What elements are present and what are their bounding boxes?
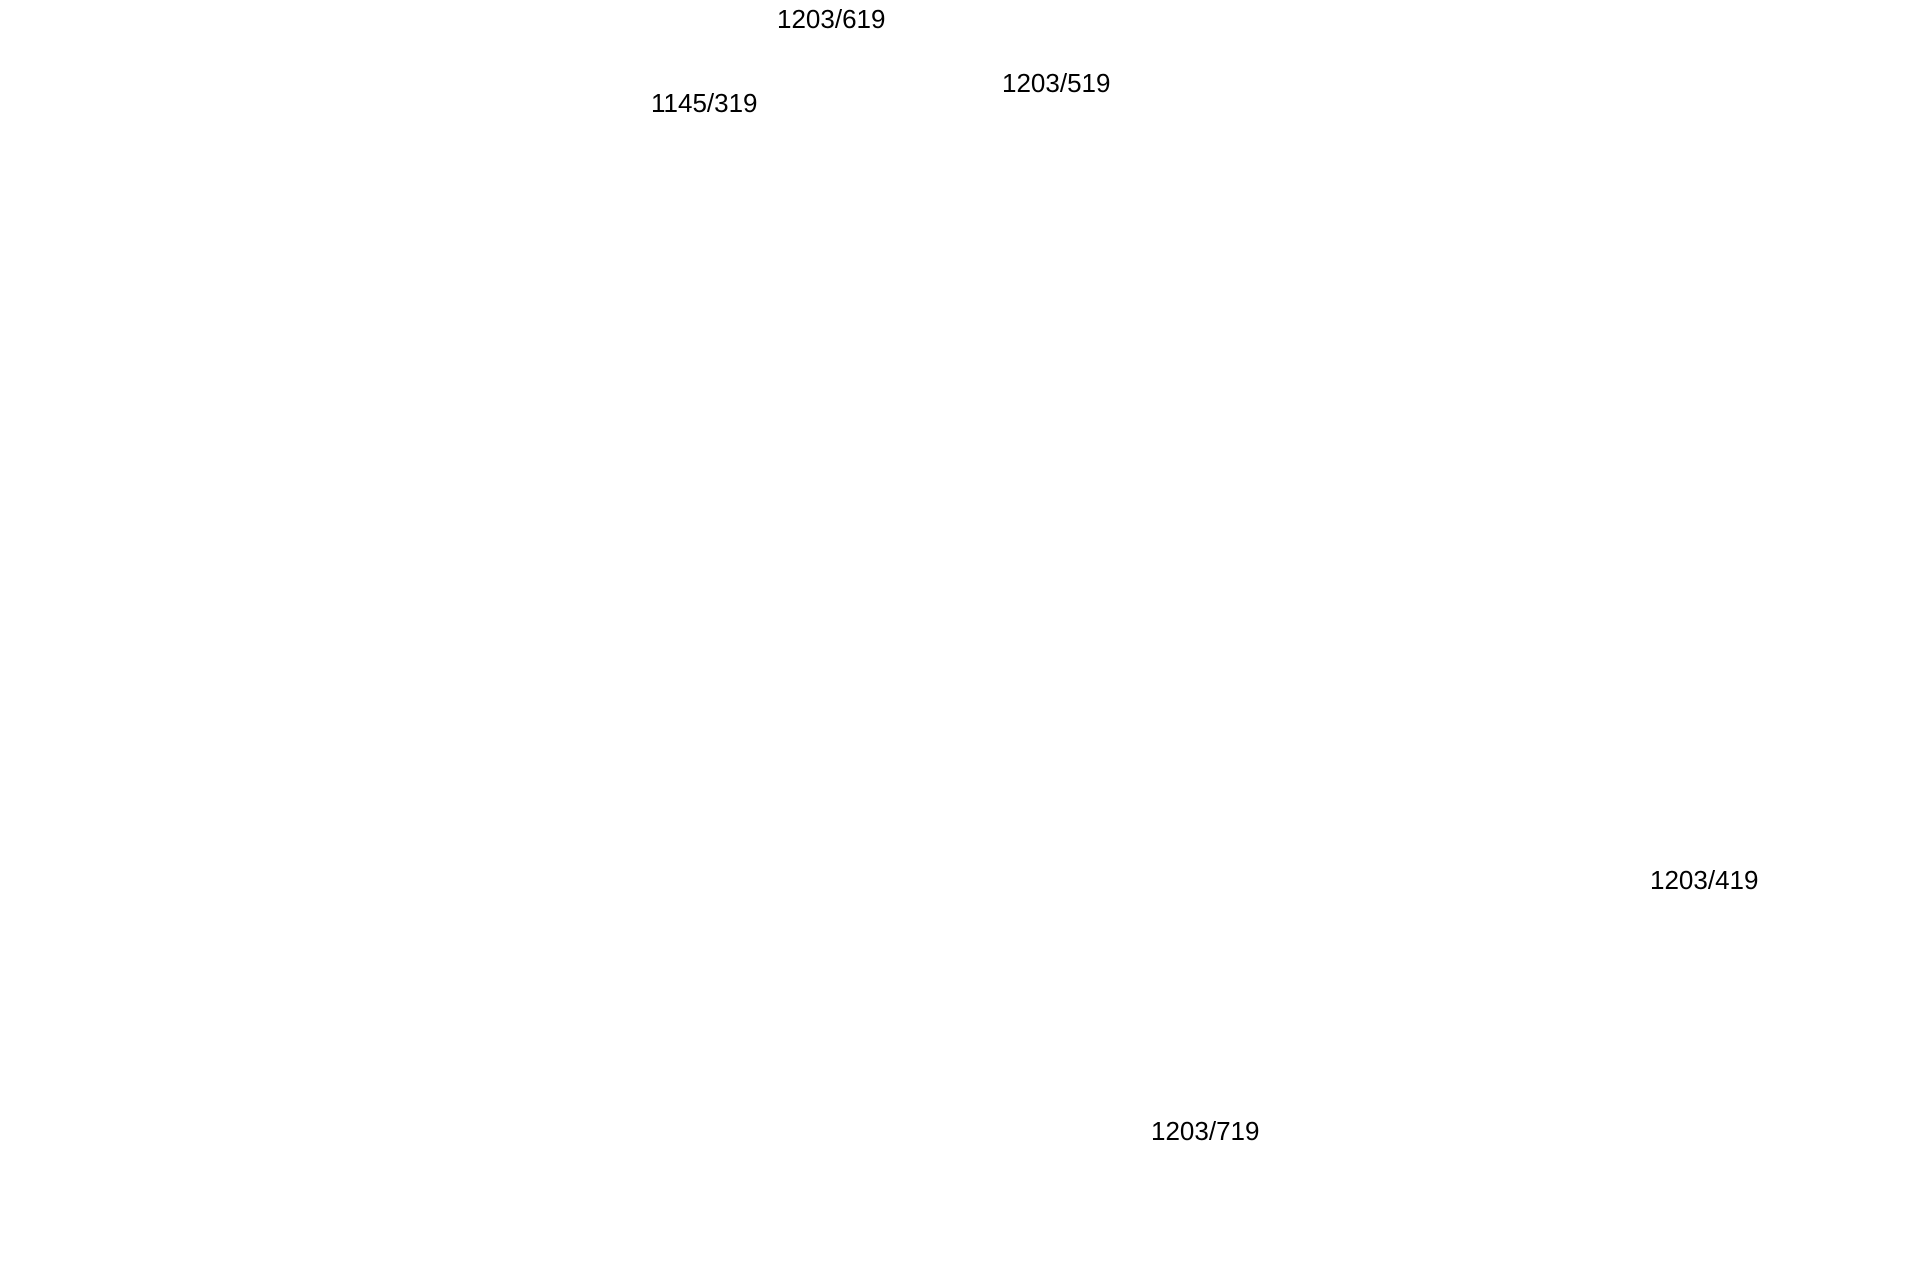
- label-1145-319: 1145/319: [651, 88, 758, 118]
- label-1203-419: 1203/419: [1650, 865, 1759, 895]
- label-1203-619: 1203/619: [777, 4, 886, 34]
- label-1203-519: 1203/519: [1002, 68, 1111, 98]
- label-1203-719: 1203/719: [1151, 1116, 1260, 1146]
